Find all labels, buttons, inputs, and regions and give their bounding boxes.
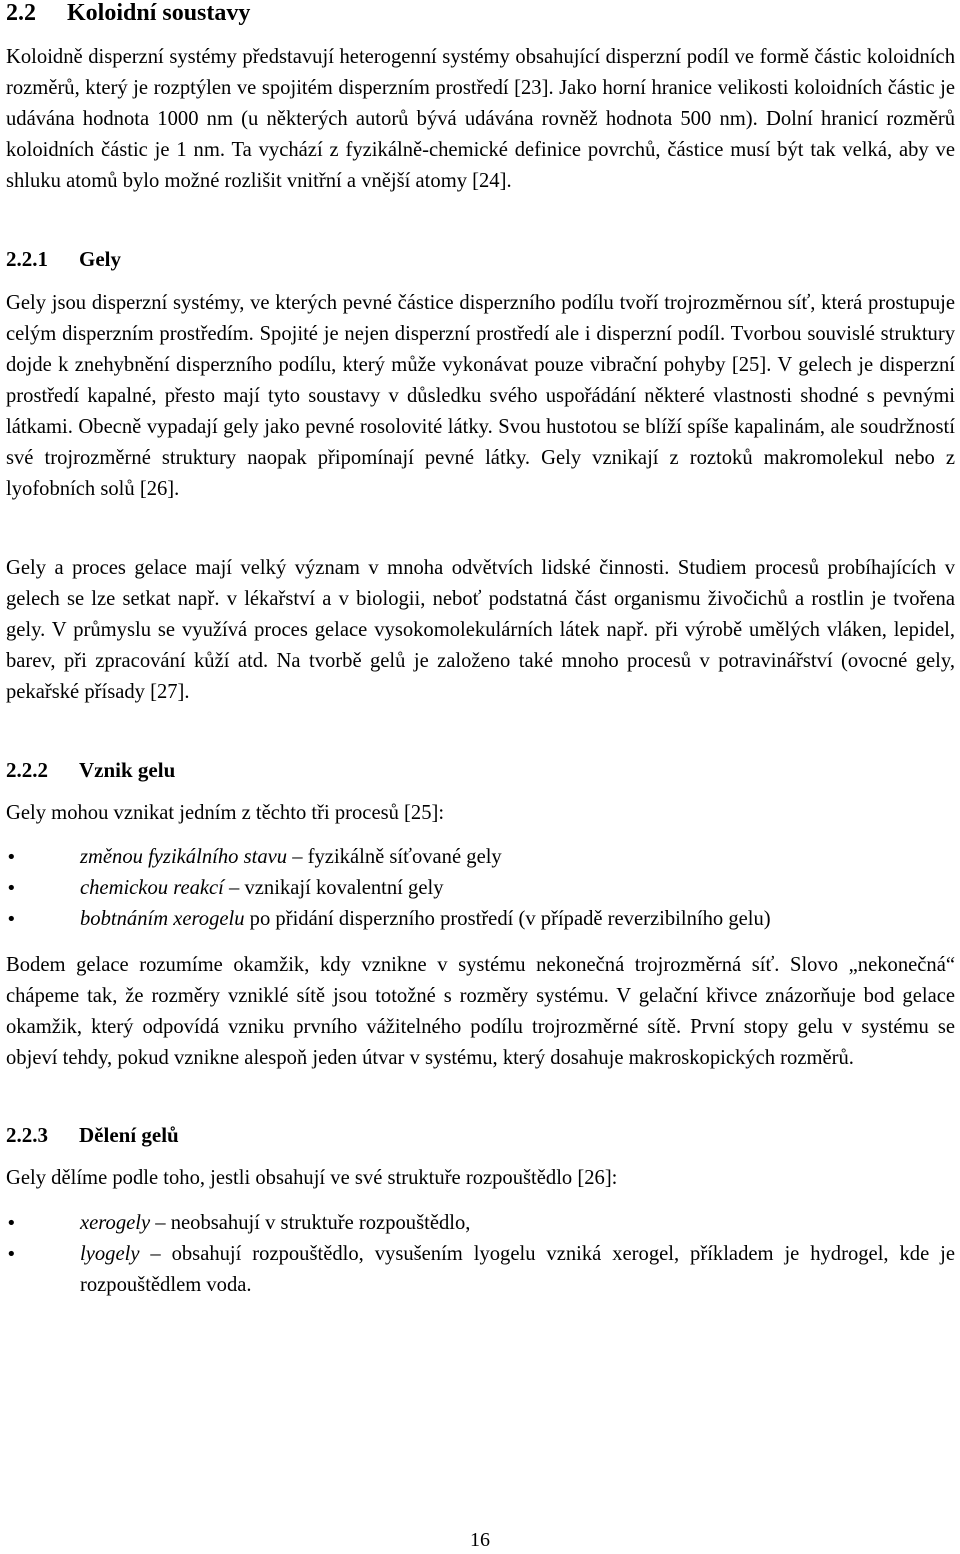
list-item [6, 1208, 955, 1239]
list-item-desc: – obsahují rozpouštědlo, vysušením lyogelu vzniká xerogel, příkladem je hydrogel, kde je rozpouštědlem voda. [80, 1243, 955, 1296]
subsection-number: 2.2.1 [6, 247, 48, 271]
list-item [6, 1239, 955, 1301]
intro-paragraph: Koloidně disperzní systémy představují heterogenní systémy obsahující disperzní podíl ve formě částic koloidních rozměrů, který je rozptýlen ve spojitém disperzním prostředí [23]. Jako horní hranice velikosti koloidních částic je udávána hodnota 1000 nm (u některých autorů bývá udávána rovněž hodnota 500 nm). Dolní hranicí rozměrů koloidních částic je 1 nm. Ta vychází z fyzikálně-chemické definice povrchů, částice musí být tak velká, aby ve shluku atomů bylo možné rozlišit vnitřní a vnější atomy [24]. [6, 46, 955, 192]
section-number: 2.2 [6, 0, 36, 26]
list-item-desc: – vznikají kovalentní gely [223, 877, 444, 899]
section-heading [6, 0, 250, 29]
subsection-title: Vznik gelu [79, 758, 176, 782]
list-item-term: lyogely [80, 1243, 140, 1265]
list-item [6, 904, 955, 935]
list-item-desc: po přidání disperzního prostředí (v případě reverzibilního gelu) [244, 908, 771, 930]
list-item [6, 873, 955, 904]
subsection-number: 2.2.2 [6, 758, 48, 782]
subsection-heading-gely [6, 244, 121, 275]
list-item-term: změnou fyzikálního stavu [80, 846, 288, 868]
list-item-term: xerogely [80, 1212, 151, 1234]
list-item-term: bobtnáním xerogelu [80, 908, 245, 930]
vznik-lead: Gely mohou vznikat jedním z těchto tři procesů [25]: [6, 802, 445, 824]
gel-division-list [6, 1208, 955, 1301]
deleni-lead: Gely dělíme podle toho, jestli obsahují ve své struktuře rozpouštědlo [26]: [6, 1167, 618, 1189]
list-item-desc: – fyzikálně síťované gely [287, 846, 502, 868]
page-number: 16 [470, 1529, 490, 1551]
list-item [6, 842, 955, 873]
gely-paragraph-1: Gely jsou disperzní systémy, ve kterých pevné částice disperzního podílu tvoří trojrozměrnou síť, která prostupuje celým disperzním prostředím. Spojité je nejen disperzní prostředí ale i disperzní podíl. Tvorbou souvislé struktury dojde k znehybnění disperzního podílu, který může vykonávat pouze vibrační pohyby [25]. V gelech je disperzní prostředí kapalné, přesto mají tyto soustavy v důsledku svého uspořádání některé vlastnosti shodné s pevnými látkami. Obecně vypadají gely jako pevné rosolovité látky. Svou hustotou se blíží spíše kapalinám, ale soudržností své trojrozměrné struktury naopak připomínají pevné látky. Gely vznikají z roztoků makromolekul nebo z lyofobních solů [26]. [6, 292, 955, 500]
section-title: Koloidní soustavy [67, 0, 251, 26]
subsection-number: 2.2.3 [6, 1123, 48, 1147]
subsection-heading-deleni [6, 1120, 179, 1151]
gel-formation-list [6, 842, 955, 935]
subsection-heading-vznik [6, 755, 175, 786]
gely-paragraph-2: Gely a proces gelace mají velký význam v mnoha odvětvích lidské činnosti. Studiem procesů probíhajících v gelech se lze setkat např. v lékařství a v biologii, neboť podstatná část organismu živočichů a rostlin je tvořena gely. V průmyslu se využívá proces gelace vysokomolekulárních látek např. při výrobě umělých vláken, lepidel, barev, při zpracování kůží atd. Na tvorbě gelů je založeno také mnoho procesů v potravinářství (ovocné gely, pekařské přísady [27]. [6, 557, 955, 703]
list-item-desc: – neobsahují v struktuře rozpouštědlo, [150, 1212, 471, 1234]
gelation-point-paragraph: Bodem gelace rozumíme okamžik, kdy vznikne v systému nekonečná trojrozměrná síť. Slovo „nekonečná“ chápeme tak, že rozměry vzniklé sítě jsou totožné s rozměry systému. V gelační křivce znázorňuje bod gelace okamžik, který odpovídá vzniku prvního vážitelného podílu trojrozměrné sítě. První stopy gelu v systému se objeví tehdy, pokud vznikne alespoň jeden útvar v systému, který dosahuje makroskopických rozměrů. [6, 954, 955, 1069]
subsection-title: Dělení gelů [79, 1123, 179, 1147]
list-item-term: chemickou reakcí [80, 877, 224, 899]
subsection-title: Gely [79, 247, 121, 271]
